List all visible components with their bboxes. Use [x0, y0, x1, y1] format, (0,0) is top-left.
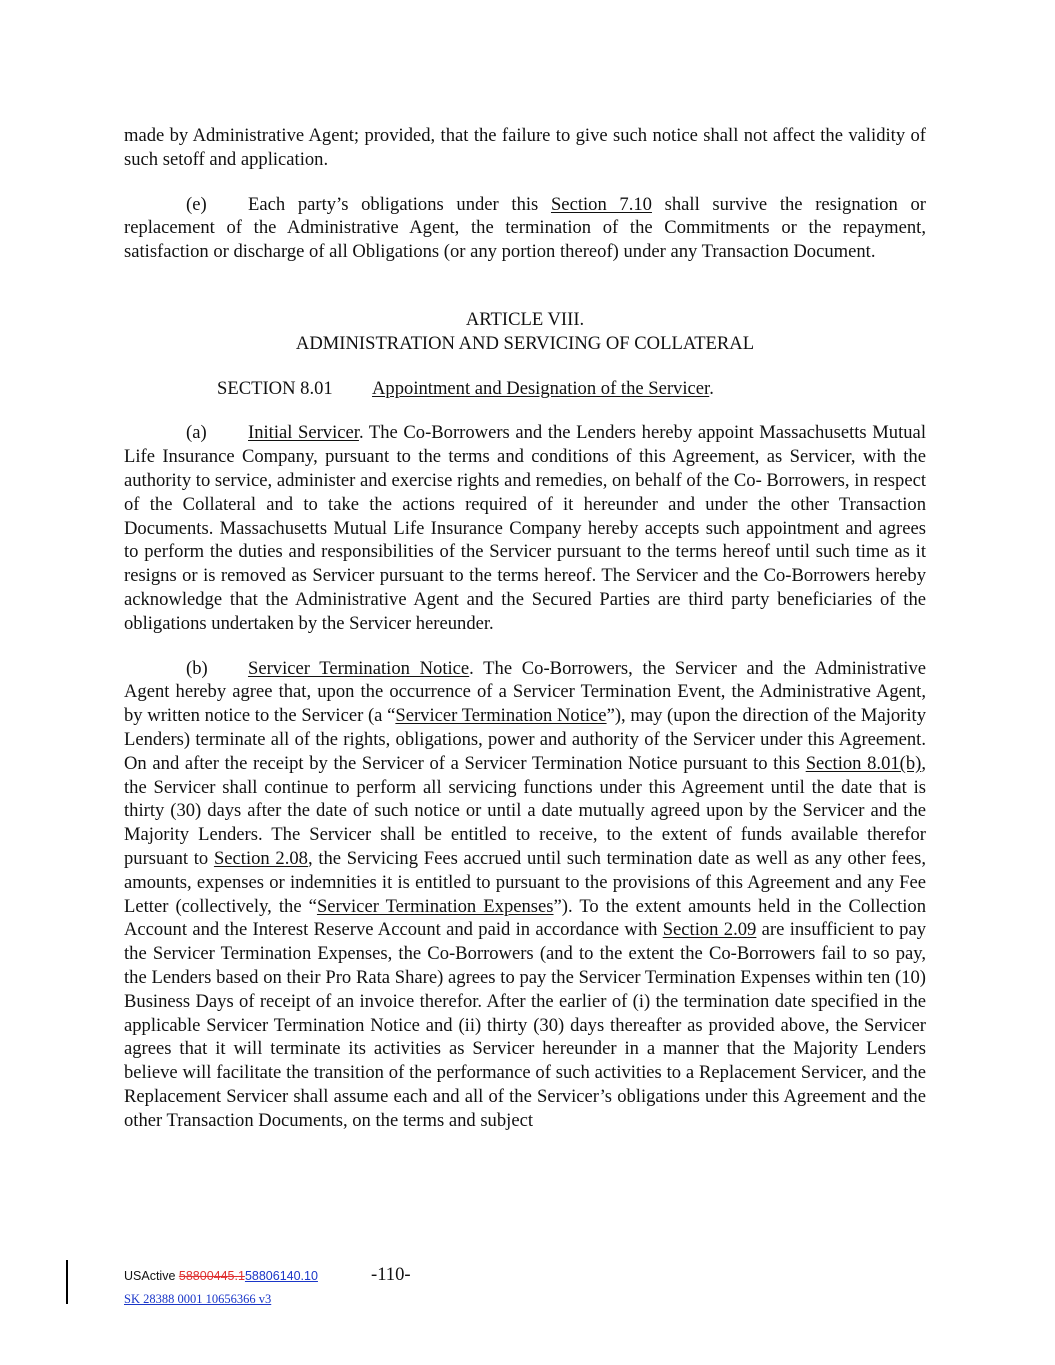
section-8-01b-reference: Section 8.01(b) — [805, 752, 922, 774]
document-id: USActive 58800445.158806140.10 — [124, 1269, 318, 1283]
deleted-document-id: 58800445.1 — [178, 1269, 245, 1283]
paragraph-e: (e) Each party’s obligations under this Section 7.10 shall survive the resignation or replacement of the Administrative Agent, the termination of the Commitments or the repayment, satisfaction or discharge of all Obligations (or any portion thereof) under any Transaction Document. — [124, 193, 926, 263]
change-bar — [66, 1260, 68, 1304]
paragraph-a-marker: (a) — [186, 422, 207, 444]
inserted-document-id: 58806140.10 — [244, 1269, 318, 1283]
continued-paragraph: made by Administrative Agent; provided, that the failure to give such notice shall not affect the validity of such setoff and application. — [124, 125, 926, 170]
document-page — [124, 124, 926, 1132]
page-number: -110- — [371, 1264, 411, 1285]
defined-term-termination-notice: Servicer Termination Notice — [395, 705, 607, 727]
sk-document-id: SK 28388 0001 10656366 v3 — [124, 1292, 272, 1306]
section-2-09-reference: Section 2.09 — [662, 919, 757, 941]
paragraph-b-marker: (b) — [186, 657, 208, 679]
section-7-10-reference: Section 7.10 — [550, 193, 652, 215]
page-footer — [0, 1258, 1055, 1318]
initial-servicer-heading: Initial Servicer — [248, 422, 359, 444]
section-heading: SECTION 8.01 Appointment and Designation of the Servicer. — [217, 377, 714, 399]
article-title: ADMINISTRATION AND SERVICING OF COLLATERAL — [295, 332, 755, 354]
section-number: SECTION 8.01 — [217, 377, 333, 399]
defined-term-termination-expenses: Servicer Termination Expenses — [316, 895, 554, 917]
paragraph-b: (b) Servicer Termination Notice. The Co-Borrowers, the Servicer and the Administrative Agent hereby agree that, upon the occurrence of a Servicer Termination Event, the Administrative Agent, by written notice to the Servicer (a “Servicer Termination Notice”), may (upon the direction of the Majority Lenders) terminate all of the rights, obligations, power and authority of the Servicer under this Agreement. On and after the receipt by the Servicer of a Servicer Termination Notice pursuant to this Section 8.01(b), the Servicer shall continue to perform all servicing functions under this Agreement until the date that is thirty (30) days after the date of such notice or until a date mutually agreed upon by the Servicer and the Majority Lenders. The Servicer shall be entitled to receive, to the extent of funds available therefor pursuant to Section 2.08, the Servicing Fees accrued until such termination date as well as any other fees, amounts, expenses or indemnities it is entitled to pursuant to the provisions of this Agreement and any Fee Letter (collectively, the “Servicer Termination Expenses”). To the extent amounts held in the Collection Account and the Interest Reserve Account and paid in accordance with Section 2.09 are insufficient to pay the Servicer Termination Expenses, the Co-Borrowers (and to the extent the Co-Borrowers fail to so pay, the Lenders based on their Pro Rata Share) agrees to pay the Servicer Termination Expenses within ten (10) Business Days of receipt of an invoice therefor. After the earlier of (i) the termination date specified in the applicable Servicer Termination Notice and (ii) thirty (30) days thereafter as provided above, the Servicer agrees that it will terminate its activities as Servicer hereunder in a manner that the Majority Lenders believe will facilitate the transition of the performance of such activities to a Replacement Servicer, and the Replacement Servicer shall assume each and all of the Servicer’s obligations under this Agreement and the other Transaction Documents, on the terms and subject — [124, 657, 927, 1131]
article-number: ARTICLE VIII. — [465, 308, 585, 330]
paragraph-a: (a) Initial Servicer. The Co-Borrowers and the Lenders hereby appoint Massachusetts Mutual Life Insurance Company, pursuant to the terms and conditions of this Agreement, as Servicer, with the authority to service, administer and exercise rights and remedies, on behalf of the Co- Borrowers, in respect of the Collateral and to take the actions required of it hereunder and under the other Transaction Documents. Massachusetts Mutual Life Insurance Company hereby accepts such appointment and agrees to perform the duties and responsibilities of the Servicer pursuant to the terms hereof until such time as it resigns or is removed as Servicer pursuant to the terms hereof. The Servicer and the Co-Borrowers hereby acknowledge that the Administrative Agent and the Secured Parties are third party beneficiaries of the obligations undertaken by the Servicer hereunder. — [124, 422, 926, 634]
section-2-08-reference: Section 2.08 — [213, 847, 308, 869]
servicer-termination-notice-heading: Servicer Termination Notice — [248, 657, 470, 679]
section-title: Appointment and Designation of the Servicer — [372, 377, 710, 399]
paragraph-e-marker: (e) — [186, 193, 207, 215]
